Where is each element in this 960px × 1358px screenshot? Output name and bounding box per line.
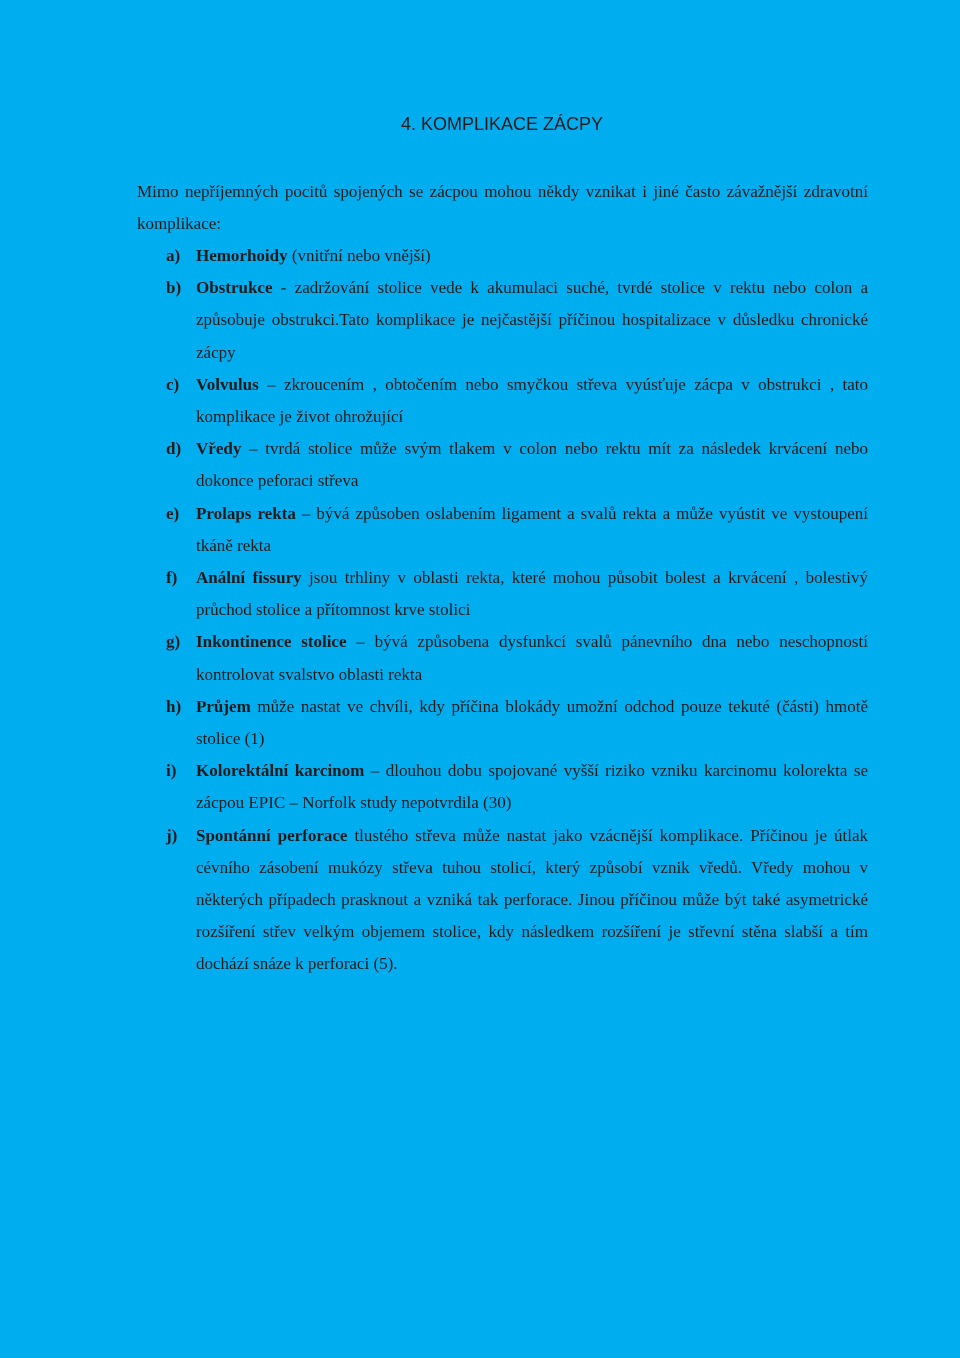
list-term: Kolorektální karcinom — [196, 761, 365, 781]
list-item — [166, 562, 868, 626]
list-term: Anální fissury — [196, 568, 302, 588]
list-text: - zadržování stolice vede k akumulaci suché, tvrdé stolice v rektu nebo colon a způsobuje obstrukci.Tato komplikace je nejčastější příčinou hospitalizace v důsledku chronické zácpy — [196, 278, 868, 362]
page-title: 4. KOMPLIKACE ZÁCPY — [400, 114, 604, 134]
list-marker: b) — [166, 278, 182, 298]
complications-list — [166, 240, 868, 981]
list-marker: d) — [166, 439, 182, 459]
list-marker: i) — [166, 761, 177, 781]
list-term: Spontánní perforace — [196, 825, 348, 845]
list-term: Inkontinence stolice — [196, 632, 347, 652]
list-term: Průjem — [196, 696, 251, 716]
list-text: – dlouhou dobu spojované vyšší riziko vzniku karcinomu kolorekta se zácpou EPIC – Norfolk study nepotvrdila (30) — [196, 761, 868, 813]
list-text: může nastat ve chvíli, kdy příčina blokády umožní odchod pouze tekuté (části) hmotě stolice (1) — [196, 696, 868, 749]
list-item — [166, 626, 868, 690]
list-text: (vnitřní nebo vnější) — [287, 246, 431, 265]
list-item — [166, 498, 868, 562]
intro-paragraph: Mimo nepříjemných pocitů spojených se zácpou mohou někdy vznikat i jiné často závažnější zdravotní komplikace: — [137, 182, 868, 233]
list-item — [166, 820, 868, 981]
list-item — [166, 755, 868, 819]
list-item — [166, 240, 868, 272]
list-term: Prolaps rekta — [196, 503, 296, 523]
list-term: Volvulus — [196, 374, 259, 394]
list-text: jsou trhliny v oblasti rekta, které mohou působit bolest a krvácení , bolestivý průchod stolice a přítomnost krve stolici — [196, 568, 869, 620]
list-marker: c) — [166, 374, 180, 394]
list-marker: a) — [166, 246, 181, 265]
list-marker: f) — [166, 568, 178, 588]
list-term: Obstrukce — [196, 278, 273, 298]
list-item — [166, 433, 868, 497]
list-marker: h) — [166, 696, 182, 716]
list-text: – bývá způsoben oslabením ligament a svalů rekta a může vyústit ve vystoupení tkáně rekta — [196, 503, 868, 555]
list-term: Hemorhoidy — [196, 246, 288, 265]
list-text: – zkroucením , obtočením nebo smyčkou střeva vyúsťuje zácpa v obstrukci , tato komplikace je život ohrožující — [196, 374, 868, 427]
list-term: Vředy — [196, 439, 242, 459]
list-text: – bývá způsobena dysfunkcí svalů pánevního dna nebo neschopností kontrolovat svalstvo oblasti rekta — [196, 632, 868, 684]
list-marker: e) — [166, 503, 180, 523]
list-marker: j) — [166, 825, 178, 845]
list-item — [166, 691, 868, 755]
list-item — [166, 369, 868, 433]
list-item — [166, 272, 868, 369]
list-marker: g) — [166, 632, 181, 652]
list-text: tlustého střeva může nastat jako vzácnější komplikace. Příčinou je útlak cévního zásobení mukózy střeva tuhou stolicí, který způsobí vznik vředů. Vředy mohou v některých případech prasknout a vzniká tak perforace. Jinou příčinou může být také asymetrické rozšíření střev velkým objemem stolice, kdy následkem rozšíření je střevní stěna slabší a tím dochází snáze k perforaci (5). — [196, 825, 869, 974]
list-text: – tvrdá stolice může svým tlakem v colon nebo rektu mít za následek krvácení nebo dokonce peforaci střeva — [196, 439, 868, 491]
